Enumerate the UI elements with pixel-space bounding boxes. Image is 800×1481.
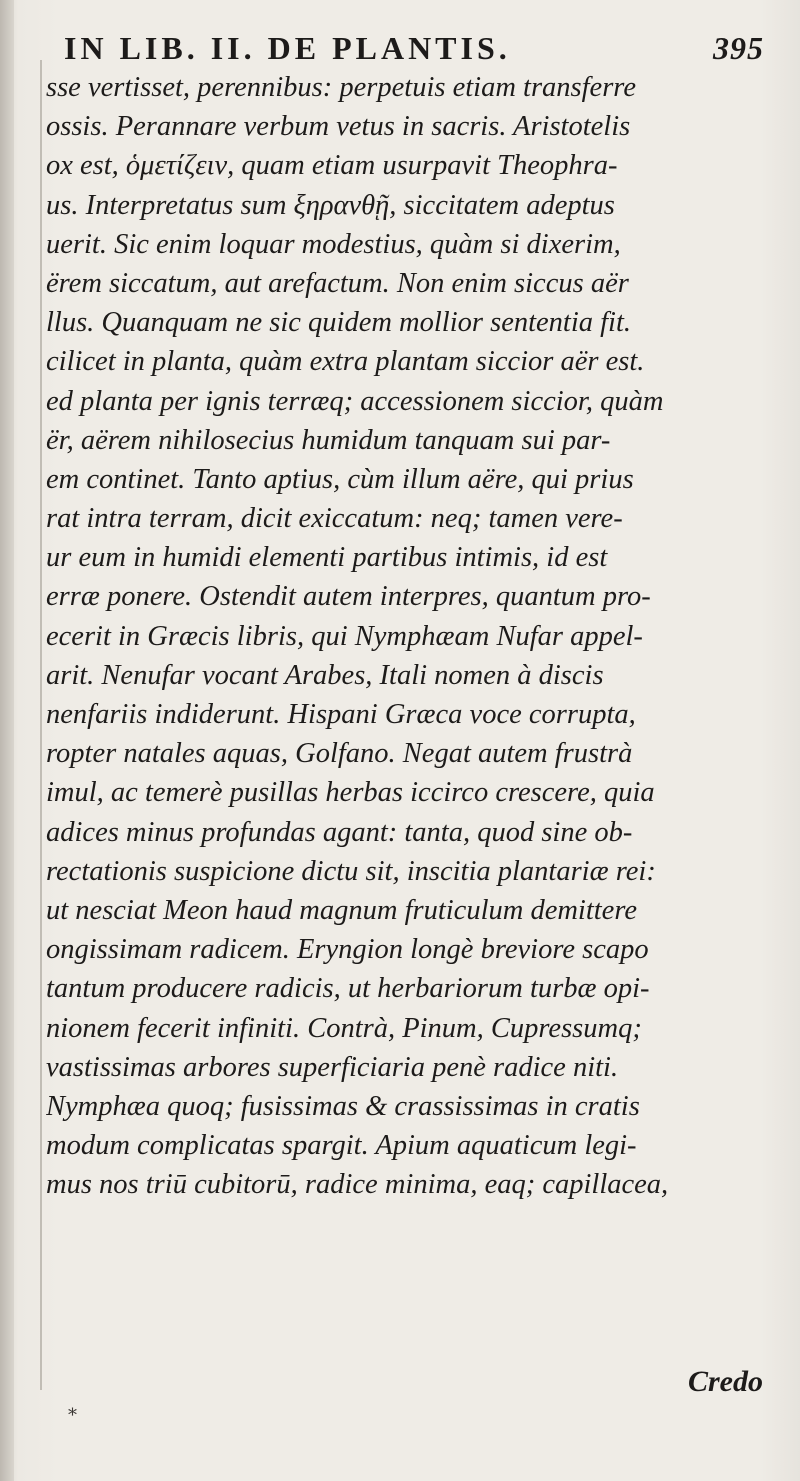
text-line: nenfariis indiderunt. Hispani Græca voce corrupta, xyxy=(46,699,636,730)
text-line: ur eum in humidi elementi partibus intimis, id est xyxy=(46,542,608,574)
text-line: rectationis suspicione dictu sit, inscitia plantariæ rei: xyxy=(46,855,656,887)
text-line: adices minus profundas agant: tanta, quod sine ob- xyxy=(46,816,633,848)
text-line: arit. Nenufar vocant Arabes, Itali nomen à discis xyxy=(46,659,604,691)
text-line: imul, ac temerè pusillas herbas iccirco crescere, quia xyxy=(46,777,655,809)
text-line: ongissimam radicem. Eryngion longè breviore scapo xyxy=(46,934,649,966)
text-line: rat intra terram, dicit exiccatum: neq; tamen vere- xyxy=(46,503,623,535)
text-line: uerit. Sic enim loquar modestius, quàm si dixerim, xyxy=(46,228,621,260)
page-gutter xyxy=(0,0,14,1481)
header-title: IN LIB. II. DE PLANTIS. xyxy=(64,30,511,66)
margin-rule xyxy=(40,60,42,1390)
body-text xyxy=(46,68,776,1204)
text-line: ërem siccatum, aut arefactum. Non enim siccus aër xyxy=(46,267,629,299)
text-line: Nymphæa quoq; fusissimas & crassissimas in cratis xyxy=(46,1090,640,1122)
text-line: ed planta per ignis terræq; accessionem siccior, quàm xyxy=(46,385,664,417)
text-line: ossis. Perannare verbum vetus in sacris. Aristotelis xyxy=(46,111,631,143)
page-number: 395 xyxy=(713,30,764,66)
text-line: erræ ponere. Ostendit autem interpres, quantum pro- xyxy=(46,581,651,613)
text-line: nionem fecerit infiniti. Contrà, Pinum, Cupressumq; xyxy=(46,1012,642,1044)
text-line: em continet. Tanto aptius, cùm illum aëre, qui prius xyxy=(46,463,634,495)
text-line: sse vertisset, perennibus: perpetuis etiam transferre xyxy=(46,72,636,103)
text-line: ropter natales aquas, Golfano. Negat autem frustrà xyxy=(46,738,633,770)
text-line: ër, aërem nihilosecius humidum tanquam sui par- xyxy=(46,424,611,456)
ornament-mark: * xyxy=(68,1405,77,1426)
text-line: us. Interpretatus sum ξηρανθῇ, siccitatem adeptus xyxy=(46,189,615,221)
text-line: cilicet in planta, quàm extra plantam siccior aër est. xyxy=(46,346,645,378)
text-line: tantum producere radicis, ut herbariorum turbæ opi- xyxy=(46,973,650,1005)
text-line: mus nos triū cubitorū, radice minima, eaq; capillacea, xyxy=(46,1169,669,1201)
text-line: ecerit in Græcis libris, qui Nymphæam Nufar appel- xyxy=(46,620,643,652)
catchword: Credo xyxy=(688,1365,763,1398)
text-line: modum complicatas spargit. Apium aquaticum legi- xyxy=(46,1130,637,1162)
text-line: ox est, ὁμετίζειν, quam etiam usurpavit Theophra- xyxy=(46,150,618,182)
text-line: ut nesciat Meon haud magnum fruticulum demittere xyxy=(46,894,638,926)
text-line: vastissimas arbores superficiaria penè radice niti. xyxy=(46,1051,619,1083)
text-line: llus. Quanquam ne sic quidem mollior sententia fit. xyxy=(46,307,632,339)
